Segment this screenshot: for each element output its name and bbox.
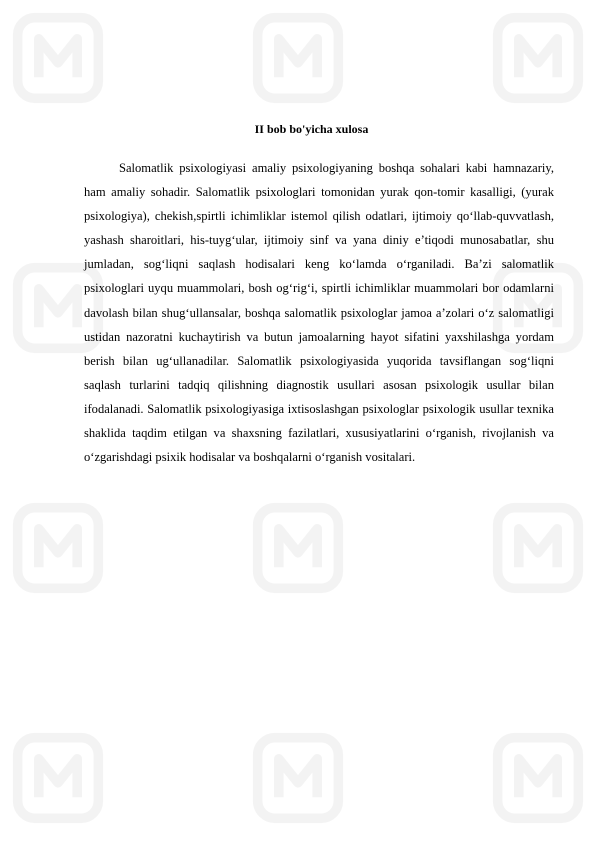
body-paragraph: Salomatlik psixologiyasi amaliy psixologiyaning boshqa sohalari kabi hamnazariy, ham amaliy sohadir. Salomatlik psixologlari tomonidan yurak qon-tomir kasalligi, (yurak psixologiya), chekish,spirtli ichimliklar istemol qilish odatlari, ijtimoiy qo‘llab-quvvatlash, yashash sharoitlari, his-tuyg‘ular, ijtimoiy sinf va yana diniy e’tiqodi munosabatlar, shu jumladan, sog‘liqni saqlash hodisalari keng ko‘lamda o‘rganiladi. Ba’zi salomatlik psixologlari uyqu muammolari, bosh og‘rig‘i, spirtli ichimliklar muammolari bor odamlarni davolash bilan shug‘ullansalar, boshqa salomatlik psixologlar jamoa a’zolari o‘z salomatligi ustidan nazoratni kuchaytirish va butun jamoalarning hayot sifatini yaxshilashga yordam berish bilan ug‘ullanadilar. Salomatlik psixologiyasida yuqorida tavsiflangan sog‘liqni saqlash turlarini tadqiq qilishning diagnostik usullari asosan psixologik usullar bilan ifodalanadi. Salomatlik psixologiyasiga ixtisoslashgan psixologlar psixologik usullar texnika shaklida taqdim etilgan va shaxsning fazilatlari, xususiyatlarini o‘rganish, rivojlanish va o‘zgarishdagi psixik hodisalar va boshqalarni o‘rganish vositalari. xyxy=(84,161,554,465)
watermark-logo-icon xyxy=(10,730,106,826)
watermark-logo-icon xyxy=(250,500,346,596)
watermark-logo-icon xyxy=(490,730,586,826)
watermark-logo-icon xyxy=(10,500,106,596)
watermark-logo-icon xyxy=(250,10,346,106)
watermark-logo-icon xyxy=(490,10,586,106)
watermark-logo-icon xyxy=(10,10,106,106)
watermark-logo-icon xyxy=(250,730,346,826)
watermark-logo-icon xyxy=(490,500,586,596)
section-heading: II bob bo'yicha xulosa xyxy=(254,122,369,136)
